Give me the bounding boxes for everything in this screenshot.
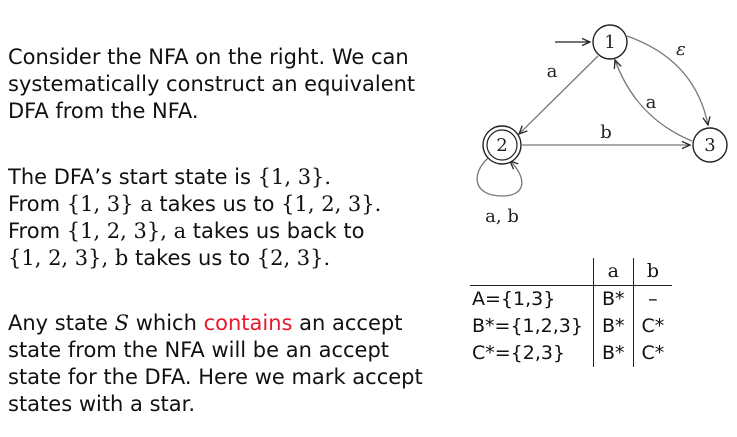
cell-a: B*	[593, 313, 633, 340]
intro-paragraph	[8, 44, 415, 125]
edge-3-to-1-label: a	[645, 92, 657, 113]
edge-1-to-2-label: a	[546, 61, 558, 82]
cell-b: C*	[641, 342, 665, 364]
row-state: B*={1,2,3}	[470, 313, 593, 340]
state-1	[593, 25, 627, 59]
edge-2-self-loop-label: a, b	[485, 206, 519, 227]
state-2	[483, 126, 521, 164]
edge-1-to-3	[627, 36, 708, 125]
svg-text:1: 1	[604, 32, 616, 53]
state-3	[693, 128, 727, 162]
steps-line-3: From {1, 2, 3}, a takes us back to	[8, 219, 365, 243]
dfa-transition-table	[470, 258, 672, 367]
table-row	[470, 286, 672, 314]
row-state: A={1,3}	[470, 286, 593, 314]
steps-line-1: The DFA’s start state is {1, 3}.	[8, 165, 332, 189]
edge-1-to-2	[519, 56, 598, 134]
dfa-steps-paragraph	[8, 164, 381, 272]
intro-line-2: systematically construct an equivalent	[8, 72, 416, 96]
svg-text:2: 2	[496, 135, 508, 156]
col-header-a: a	[593, 258, 633, 286]
table-row	[470, 340, 672, 367]
accept-line-3: state for the DFA. Here we mark accept	[8, 365, 423, 389]
accept-line-1: Any state S which contains an accept	[8, 311, 403, 335]
edge-2-to-3-label: b	[600, 122, 612, 143]
steps-line-2: From {1, 3} a takes us to {1, 2, 3}.	[8, 192, 382, 216]
row-state: C*={2,3}	[470, 340, 593, 367]
cell-b: –	[633, 286, 672, 314]
steps-line-4: {1, 2, 3}, b takes us to {2, 3}.	[8, 246, 331, 270]
edge-1-to-3-label: ε	[676, 39, 686, 60]
col-header-b: b	[646, 260, 659, 282]
accept-paragraph	[8, 310, 423, 418]
nfa-diagram	[440, 0, 737, 240]
intro-line-1: Consider the NFA on the right. We can	[8, 45, 409, 69]
highlight-contains: contains	[203, 311, 293, 335]
intro-line-3: DFA from the NFA.	[8, 99, 199, 123]
table-corner	[470, 258, 593, 286]
accept-line-4: states with a star.	[8, 392, 196, 416]
cell-a: B*	[593, 286, 633, 314]
accept-line-2: state from the NFA will be an accept	[8, 338, 390, 362]
cell-b: C*	[641, 315, 665, 337]
svg-text:3: 3	[704, 135, 716, 156]
table-row	[470, 313, 672, 340]
cell-a: B*	[593, 340, 633, 367]
